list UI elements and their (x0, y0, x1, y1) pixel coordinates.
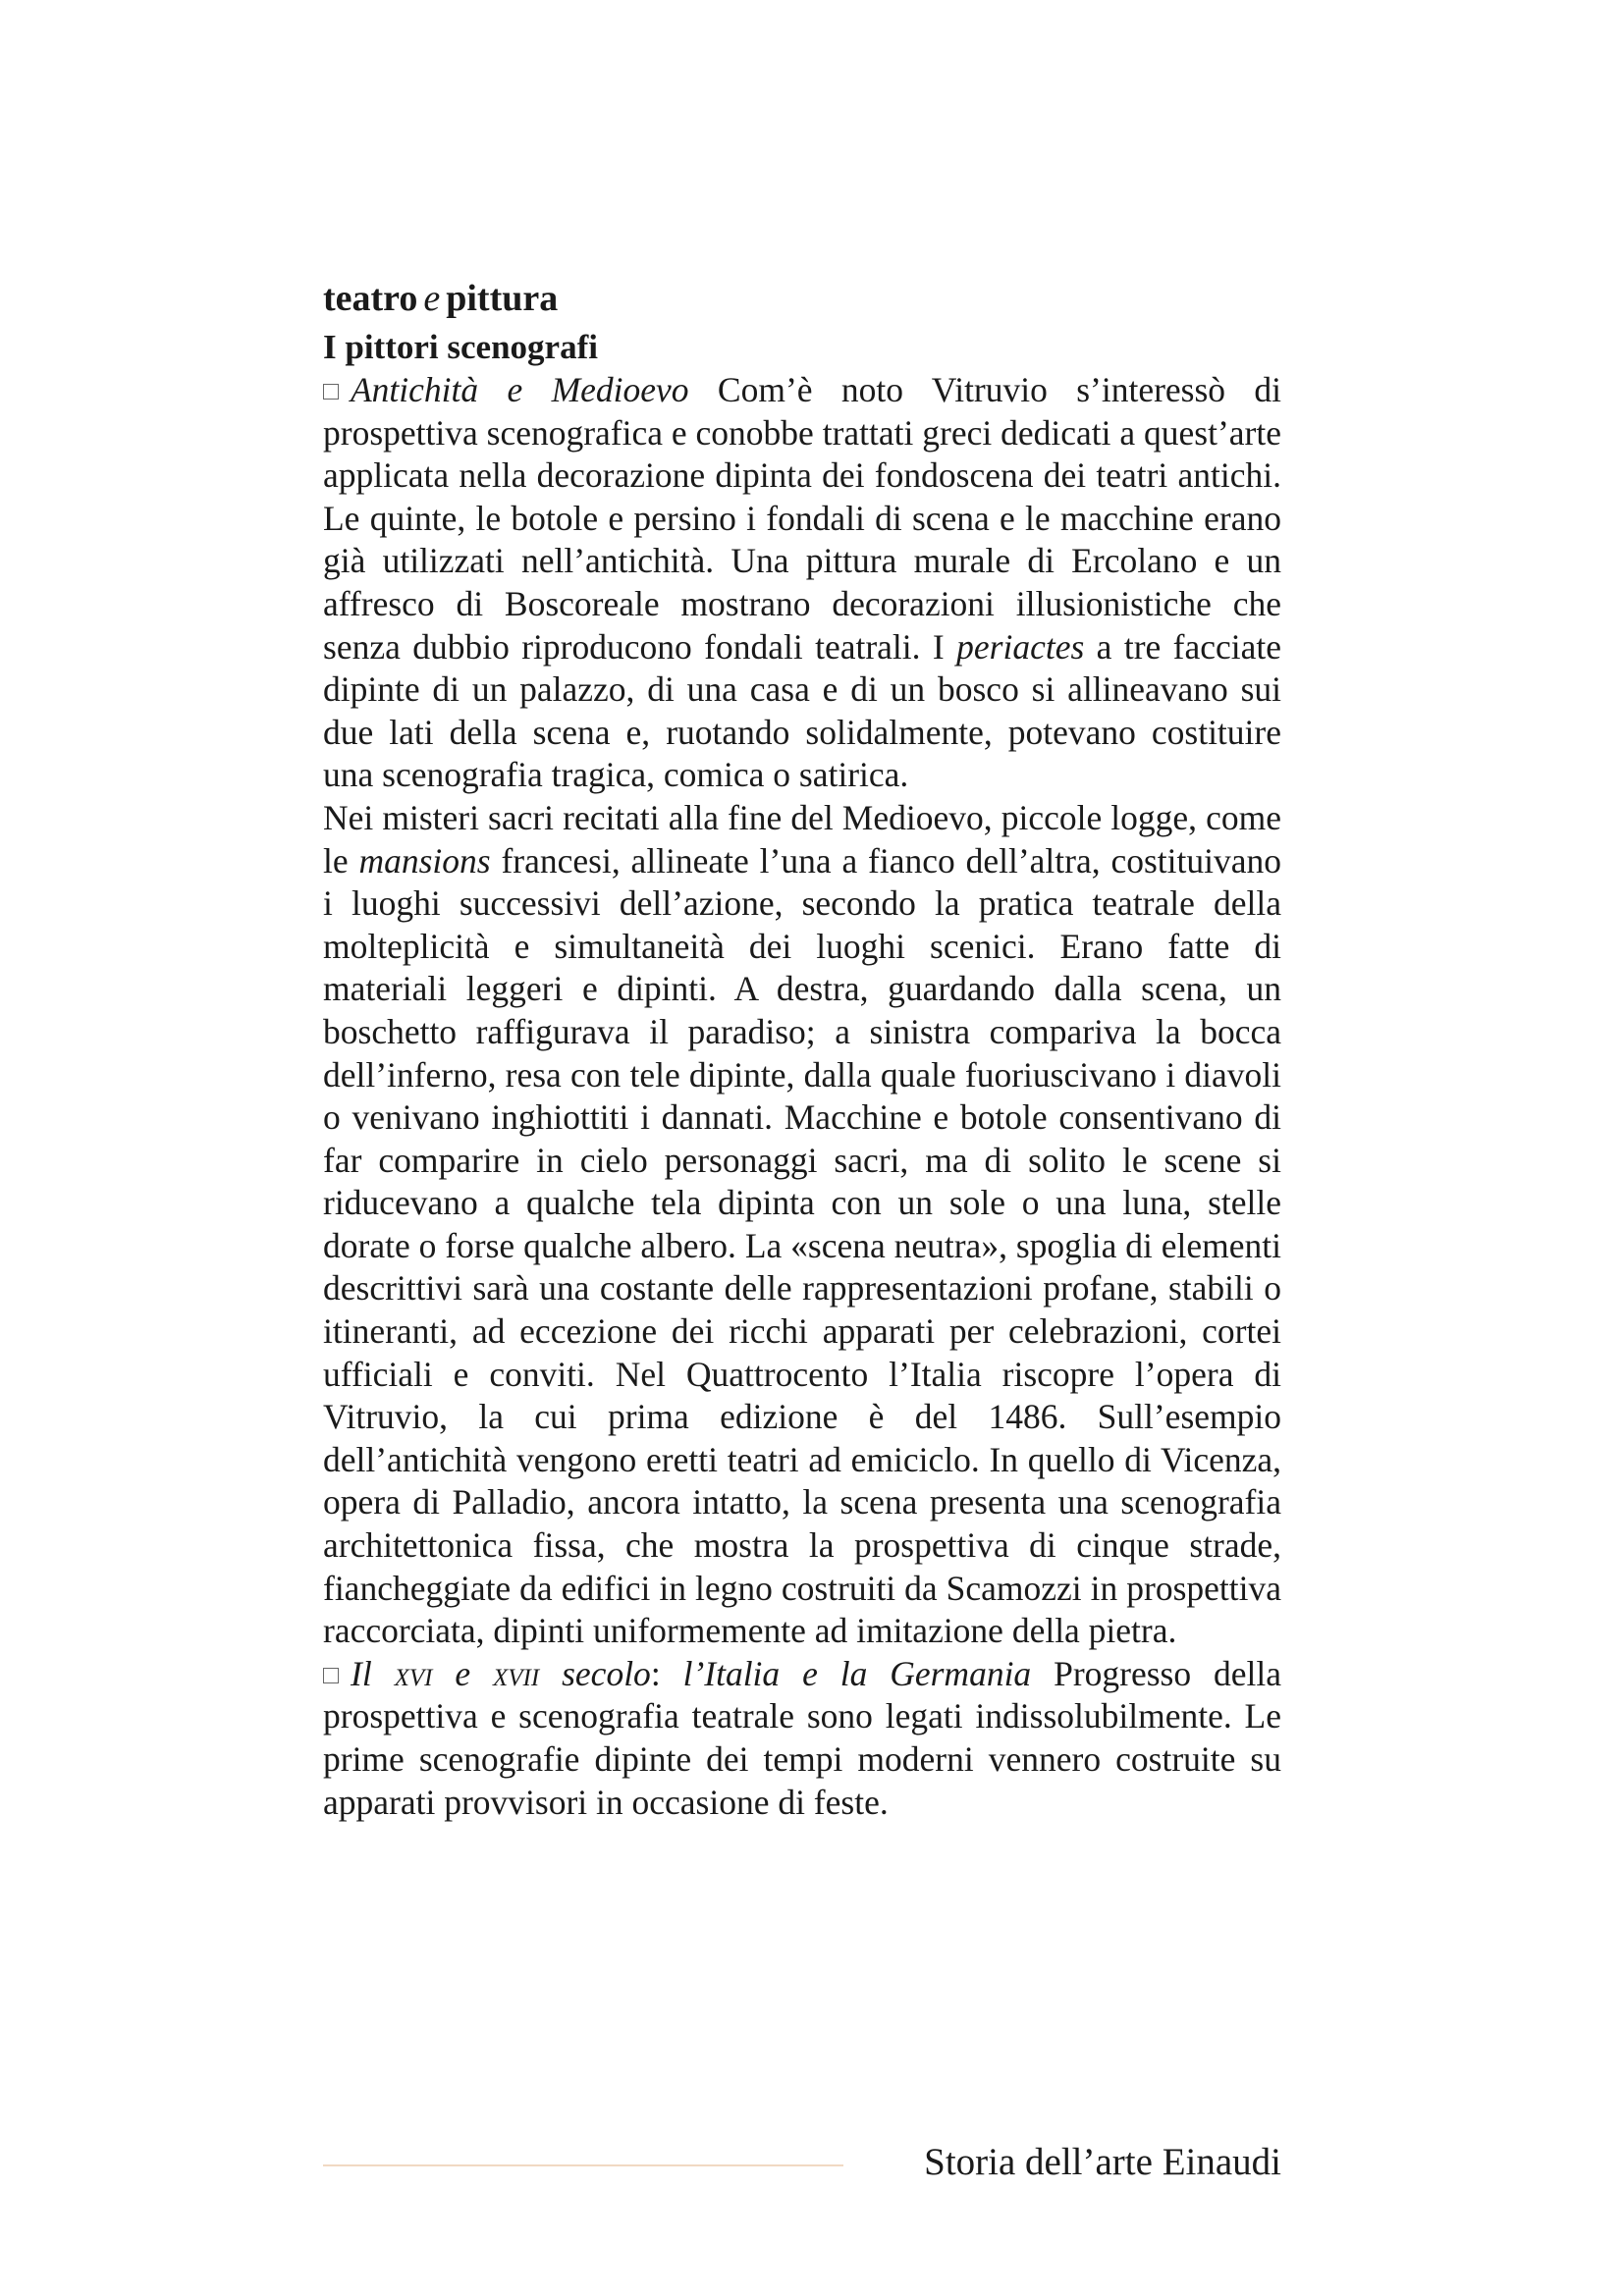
body-paragraph (323, 369, 1281, 797)
paragraph-emphasis: xvii (493, 1653, 540, 1693)
paragraph-text: Nei misteri sacri recitati alla fine del Medioevo, piccole logge, come le (323, 797, 1281, 881)
section-marker-icon (323, 384, 339, 400)
page-footer (323, 2138, 1281, 2187)
paragraph-emphasis: xvi (394, 1653, 433, 1693)
paragraph-text: a tre facciate dipinte di un palazzo, di una casa e di un bosco si allineavano sui due lati della scena e, ruotando solidalmente, potevano costituire una scenografia tragica, comica o satirica. (323, 626, 1281, 795)
chapter-title-part2: pittura (446, 278, 559, 319)
section-heading: I pittori scenografi (323, 328, 598, 366)
publisher-credit: Storia dell’arte Einaudi (924, 2141, 1281, 2183)
paragraph-emphasis: secolo (539, 1653, 651, 1693)
paragraph-emphasis: mansions (358, 840, 491, 881)
paragraph-text: francesi, allineate l’una a fianco dell’altra, costituivano i luoghi successivi dell’azione, secondo la pratica teatrale della molteplicità e simultaneità dei luoghi scenici. Erano fatte di materiali leggeri e dipinti. A destra, guardando dalla scena, un boschetto raffigurava il paradiso; a sinistra compariva la bocca dell’inferno, resa con tele dipinte, dalla quale fuoriuscivano i diavoli o venivano inghiottiti i dannati. Macchine e botole consentivano di far comparire in cielo personaggi sacri, ma di solito le scene si riducevano a qualche tela dipinta con un sole o una luna, stelle dorate o forse qualche albero. La «scena neutra», spoglia di elementi descrittivi sarà una costante delle rappresentazioni profane, stabili o itineranti, ad eccezione dei ricchi apparati per celebrazioni, cortei ufficiali e conviti. Nel Quattrocento l’Italia riscopre l’opera di Vitruvio, la cui prima edizione è del 1486. Sull’esempio dell’antichità vengono eretti teatri ad emiciclo. In quello di Vicenza, opera di Palladio, ancora intatto, la scena presenta una scenografia architettonica fissa, che mostra la prospettiva di cinque strade, fiancheggiate da edifici in legno costruiti da Scamozzi in prospettiva raccorciata, dipinti uniformemente ad imitazione della pietra. (323, 840, 1281, 1651)
chapter-title-part1: teatro (323, 278, 418, 319)
section-marker-icon (323, 1668, 339, 1683)
paragraph-text: Progresso della prospettiva e scenografia teatrale sono legati indissolubilmente. Le prime scenografie dipinte dei tempi moderni vennero costruite su apparati provvisori in occasione di feste. (323, 1653, 1281, 1822)
paragraph-text: : (650, 1653, 683, 1693)
paragraph-emphasis: l’Italia e la Germania (682, 1653, 1032, 1693)
paragraph-text: Com’è noto Vitruvio s’interessò di prospettiva scenografica e conobbe trattati greci dedicati a quest’arte applicata nella decorazione dipinta dei fondoscena dei teatri antichi. Le quinte, le botole e persino i fondali di scena e le macchine erano già utilizzati nell’antichità. Una pittura murale di Ercolano e un affresco di Boscoreale mostrano decorazioni illusionistiche che senza dubbio riproducono fondali teatrali. I (323, 370, 1282, 667)
article-body (323, 369, 1281, 1824)
paragraph-emphasis: e (432, 1653, 494, 1693)
footer-rule (323, 2164, 843, 2166)
body-paragraph (323, 1653, 1281, 1824)
paragraph-emphasis: periactes (956, 626, 1085, 667)
paragraph-emphasis: Il (351, 1653, 395, 1693)
body-paragraph (323, 797, 1281, 1653)
chapter-title-conjunction: e (423, 278, 441, 319)
chapter-title (323, 275, 1281, 322)
paragraph-emphasis: Antichità e Medioevo (351, 370, 689, 409)
page-content (323, 275, 1281, 1824)
